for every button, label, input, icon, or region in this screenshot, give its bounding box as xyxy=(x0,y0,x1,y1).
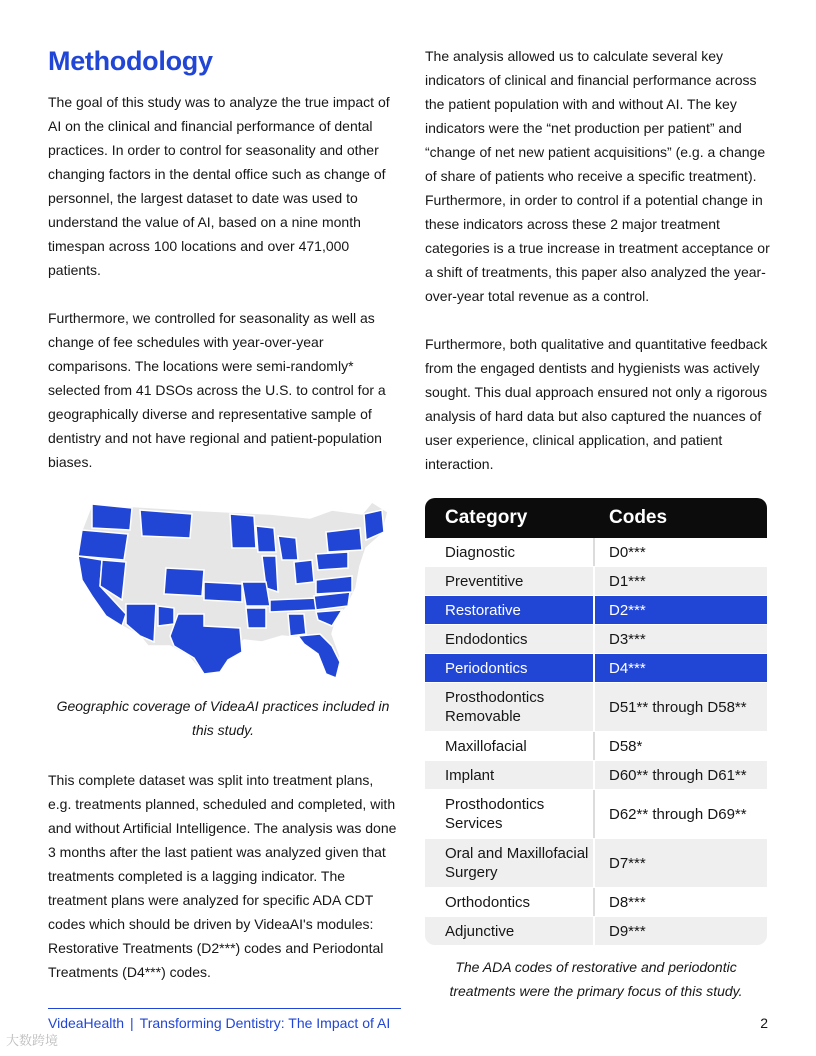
watermark: 大数跨境 xyxy=(6,1033,59,1048)
table-row xyxy=(425,790,767,839)
row-category: Periodontics xyxy=(425,654,595,682)
section-title: Methodology xyxy=(48,46,213,76)
paragraph-seasonality: Furthermore, we controlled for seasonality as well as change of fee schedules with year-over-year comparisons. The locations were semi-randomly* selected from 41 DSOs across the U.S. to control for a geographically diverse and representative sample of dentistry and not have regional and patient-population biases. xyxy=(48,310,386,470)
row-codes: D8*** xyxy=(609,893,646,911)
paragraph-feedback: Furthermore, both qualitative and quantitative feedback from the engaged dentists and hygienists was actively sought. This dual approach ensured not only a rigorous analysis of hard data but also captured the nuances of user experience, clinical application, and patient interaction. xyxy=(425,336,768,472)
row-codes: D0*** xyxy=(609,543,646,561)
row-codes: D2*** xyxy=(609,601,646,619)
table-row-highlighted xyxy=(425,596,767,625)
row-category: Orthodontics xyxy=(425,888,595,916)
table-row-highlighted xyxy=(425,654,767,683)
row-category: Prosthodontics Removable xyxy=(425,683,595,731)
row-category: Oral and Maxillofacial Surgery xyxy=(425,839,595,887)
header-category: Category xyxy=(445,507,528,528)
row-codes: D62** through D69** xyxy=(609,805,747,823)
footer-doc-title: Transforming Dentistry: The Impact of AI xyxy=(139,1015,391,1031)
row-codes: D60** through D61** xyxy=(609,766,747,784)
row-codes: D9*** xyxy=(609,922,646,940)
row-codes: D3*** xyxy=(609,630,646,648)
footer xyxy=(48,1015,390,1031)
paragraph-goal: The goal of this study was to analyze the true impact of AI on the clinical and financial performance of dental practices. In order to control for seasonality and other changing factors in the dental office such as change of personnel, the largest dataset to date was used to understand the value of AI, based on a nine month timespan across 100 locations and over 471,000 patients. xyxy=(48,94,390,278)
footer-divider xyxy=(48,1008,401,1009)
row-category: Diagnostic xyxy=(425,538,595,566)
header-codes: Codes xyxy=(609,507,668,528)
row-category: Endodontics xyxy=(425,625,595,653)
table-row xyxy=(425,683,767,732)
row-codes: D51** through D58** xyxy=(609,698,747,716)
table-row xyxy=(425,567,767,596)
table-caption: The ADA codes of restorative and periodontic treatments were the primary focus of this study. xyxy=(449,959,743,999)
row-category: Implant xyxy=(425,761,595,789)
row-category: Maxillofacial xyxy=(425,732,595,760)
footer-separator: | xyxy=(130,1015,134,1031)
page-number: 2 xyxy=(760,1015,768,1031)
paragraph-analysis: The analysis allowed us to calculate several key indicators of clinical and financial performance across the patient population with and without AI. The key indicators were the “net production per patient” and “change of net new patient acquisitions” (e.g. a change of share of patients who receive a specific treatment). Furthermore, in order to control if a potential change in these indicators across these 2 major treatment categories is a true increase in treatment acceptance or a shift of treatments, this paper also analyzed the year-over-year total revenue as a control. xyxy=(425,48,770,304)
table-row xyxy=(425,888,767,917)
table-row xyxy=(425,761,767,790)
left-column xyxy=(48,44,398,984)
table-row xyxy=(425,917,767,945)
us-coverage-map xyxy=(70,496,400,686)
table-row xyxy=(425,839,767,888)
ada-codes-table xyxy=(425,498,767,945)
us-map-graphic xyxy=(70,496,400,686)
right-column xyxy=(425,44,770,1017)
table-row xyxy=(425,538,767,567)
row-category: Preventitive xyxy=(425,567,595,595)
footer-brand: VideaHealth xyxy=(48,1015,125,1031)
table-row xyxy=(425,625,767,654)
paragraph-dataset: This complete dataset was split into treatment plans, e.g. treatments planned, scheduled and completed, with and without Artificial Intelligence. The analysis was done 3 months after the last patient was analyzed given that treatments completed is a lagging indicator. The treatment plans were analyzed for specific ADA CDT codes which should be driven by VideaAI's modules: Restorative Treatments (D2***) codes and Periodontal Treatments (D4***) codes. xyxy=(48,772,397,980)
row-category: Adjunctive xyxy=(425,917,595,945)
map-caption: Geographic coverage of VideaAI practices included in this study. xyxy=(56,698,390,738)
row-codes: D4*** xyxy=(609,659,646,677)
table-row xyxy=(425,732,767,761)
row-category: Prosthodontics Services xyxy=(425,790,595,838)
table-header xyxy=(425,498,767,538)
row-category: Restorative xyxy=(425,596,595,624)
row-codes: D58* xyxy=(609,737,643,755)
row-codes: D1*** xyxy=(609,572,646,590)
row-codes: D7*** xyxy=(609,854,646,872)
